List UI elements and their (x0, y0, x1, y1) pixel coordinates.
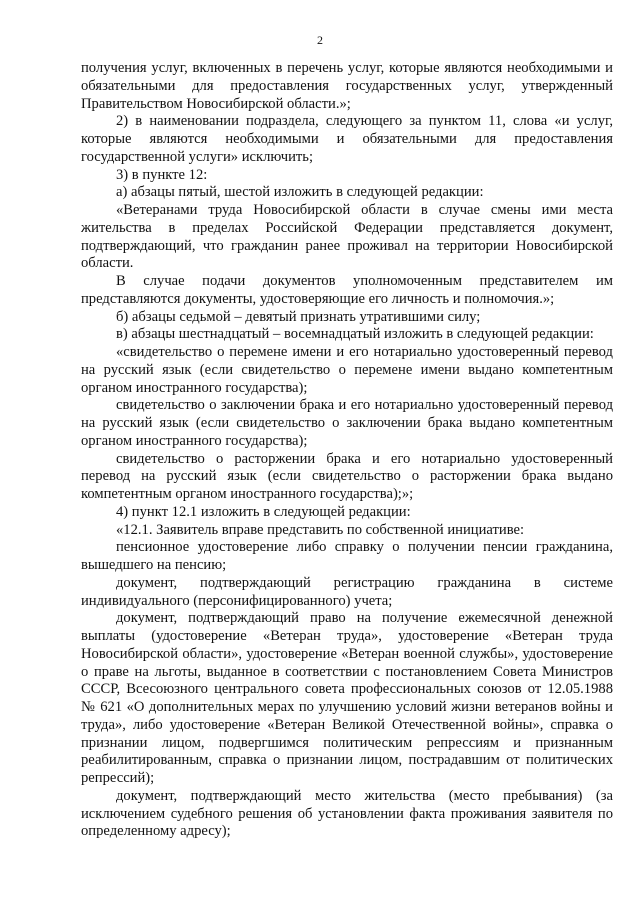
page-number: 2 (317, 33, 323, 47)
paragraph: получения услуг, включенных в перечень услуг, которые являются необходимыми и обязательными для предоставления государственных услуг, утвержденный Правительством Новосибирской области.»; (81, 60, 613, 112)
paragraph: 2) в наименовании подраздела, следующего за пунктом 11, слова «и услуг, которые являются необходимыми и обязательными для предоставления государственной услуги» исключить; (81, 113, 613, 165)
paragraph: б) абзацы седьмой – девятый признать утратившими силу; (116, 308, 481, 325)
paragraph: документ, подтверждающий регистрацию гражданина в системе индивидуального (персонифицированного) учета; (81, 574, 613, 609)
paragraph: 4) пункт 12.1 изложить в следующей редакции: (116, 503, 411, 520)
document-body (81, 60, 613, 841)
paragraph: документ, подтверждающий право на получение ежемесячной денежной выплаты (удостоверение «Ветеран труда», удостоверение «Ветеран труда Новосибирской области», удостоверение «Ветеран военной службы», удостоверение о праве на льготы, выданное в соответствии с постановлением Совета Министров СССР, Всесоюзного центрального совета профессиональных союзов от 12.05.1988 № 621 «О дополнительных мерах по улучшению условий жизни ветеранов войны и труда», либо удостоверение «Ветеран Великой Отечественной войны», справка о признании лицом, подвергшимся политическим репрессиям и признанным реабилитированным, справка о признании лицом, пострадавшим от политических репрессий); (81, 610, 613, 786)
paragraph: «Ветеранами труда Новосибирской области в случае смены ими места жительства в пределах Российской Федерации представляется документ, подтверждающий, что гражданин ранее проживал на территории Новосибирской области. (81, 202, 613, 272)
paragraph: «свидетельство о перемене имени и его нотариально удостоверенный перевод на русский язык (если свидетельство о перемене имени выдано компетентным органом иностранного государства); (81, 344, 613, 396)
paragraph: а) абзацы пятый, шестой изложить в следующей редакции: (116, 184, 484, 201)
paragraph: В случае подачи документов уполномоченным представителем им представляются документы, удостоверяющие его личность и полномочия.»; (81, 273, 613, 307)
paragraph: в) абзацы шестнадцатый – восемнадцатый изложить в следующей редакции: (116, 326, 594, 343)
paragraph: документ, подтверждающий место жительства (место пребывания) (за исключением судебного решения об установлении факта проживания заявителя по определенному адресу); (81, 787, 613, 840)
paragraph: свидетельство о заключении брака и его нотариально удостоверенный перевод на русский язык (если свидетельство о заключении брака выдано компетентным органом иностранного государства); (81, 397, 613, 449)
paragraph: «12.1. Заявитель вправе представить по собственной инициативе: (116, 521, 525, 538)
paragraph: 3) в пункте 12: (116, 166, 208, 183)
paragraph: свидетельство о расторжении брака и его нотариально удостоверенный перевод на русский язык (если свидетельство о расторжении брака выдано компетентным органом иностранного государства);»; (81, 450, 613, 502)
paragraph: пенсионное удостоверение либо справку о получении пенсии гражданина, вышедшего на пенсию; (81, 539, 613, 573)
